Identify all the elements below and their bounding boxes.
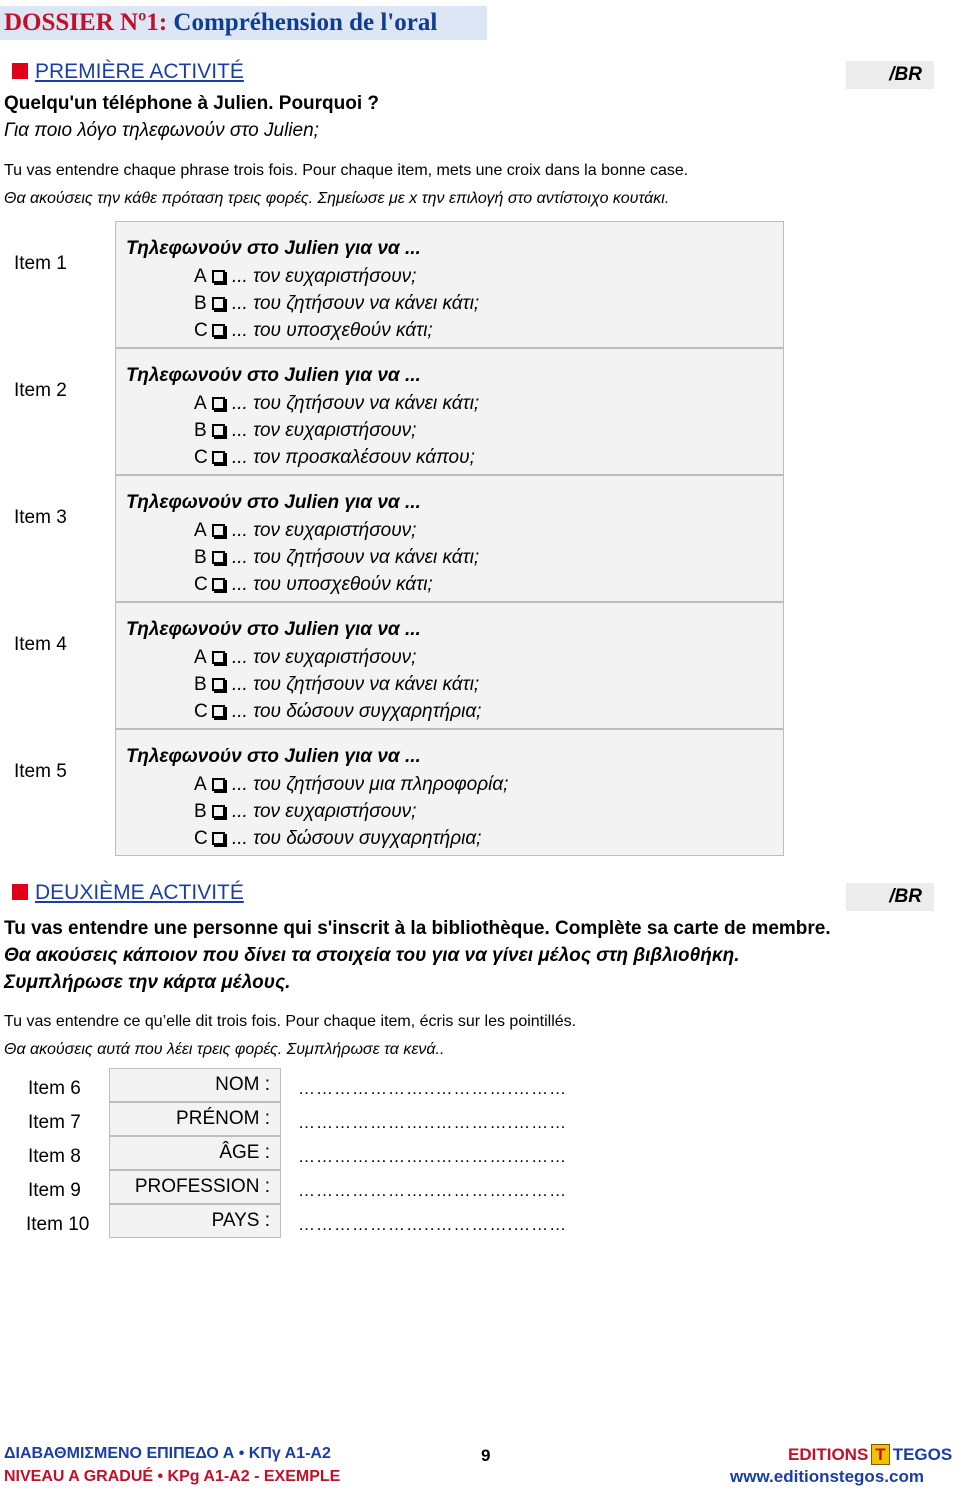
card-item-label: Item 8 — [28, 1146, 81, 1167]
dossier-label: DOSSIER Nº1: — [4, 9, 168, 36]
fill-in-blank[interactable]: …………………..………….……… — [298, 1215, 568, 1234]
answer-option[interactable] — [194, 828, 481, 850]
item-label: Item 2 — [14, 380, 67, 401]
option-text: ... τον ευχαριστήσουν; — [232, 266, 417, 287]
item-label: Item 4 — [14, 634, 67, 655]
fill-in-blank[interactable]: …………………..………….……… — [298, 1147, 568, 1166]
answer-option[interactable] — [194, 320, 433, 342]
answer-option[interactable] — [194, 520, 416, 542]
item-question-box — [115, 348, 784, 475]
card-item-label: Item 7 — [28, 1112, 81, 1133]
item-prompt: Τηλεφωνούν στο Julien για να ... — [126, 238, 421, 259]
option-letter: A — [194, 266, 207, 287]
activity1-title: PREMIÈRE ACTIVITÉ — [35, 60, 244, 83]
answer-option[interactable] — [194, 574, 433, 596]
answer-option[interactable] — [194, 547, 479, 569]
activity1-score: /BR — [846, 61, 934, 89]
answer-option[interactable] — [194, 420, 416, 442]
option-text: ... του ζητήσουν μια πληροφορία; — [232, 774, 509, 795]
publisher-brand — [788, 1444, 952, 1465]
option-text: ... του ζητήσουν να κάνει κάτι; — [232, 393, 480, 414]
option-letter: A — [194, 520, 207, 541]
card-item-label: Item 9 — [28, 1180, 81, 1201]
activity1-instruction-gr: Θα ακούσεις την κάθε πρόταση τρεις φορές. Σημείωσε με x την επιλογή στο αντίστοιχο κουτάκι. — [4, 190, 670, 207]
option-text: ... τον ευχαριστήσουν; — [232, 520, 417, 541]
item-prompt: Τηλεφωνούν στο Julien για να ... — [126, 492, 421, 513]
activity1-question-gr: Για ποιο λόγο τηλεφωνούν στο Julien; — [4, 120, 319, 141]
option-text: ... τον ευχαριστήσουν; — [232, 420, 417, 441]
checkbox-icon[interactable] — [212, 578, 225, 591]
item-question-box — [115, 729, 784, 856]
answer-option[interactable] — [194, 801, 416, 823]
option-letter: B — [194, 674, 207, 695]
card-field-label: ÂGE : — [109, 1136, 281, 1170]
option-letter: B — [194, 801, 207, 822]
activity2-instruction-fr: Tu vas entendre ce qu’elle dit trois fois. Pour chaque item, écris sur les pointillés. — [4, 1013, 577, 1030]
activity2-line-gr2: Συμπλήρωσε την κάρτα μέλους. — [4, 972, 291, 993]
activity2-line-fr: Tu vas entendre une personne qui s'inscrit à la bibliothèque. Complète sa carte de membre. — [4, 918, 831, 939]
answer-option[interactable] — [194, 647, 416, 669]
option-letter: C — [194, 828, 208, 849]
checkbox-icon[interactable] — [212, 270, 225, 283]
checkbox-icon[interactable] — [212, 651, 225, 664]
option-text: ... του ζητήσουν να κάνει κάτι; — [232, 293, 480, 314]
dossier-subtitle: Compréhension de l'oral — [173, 9, 438, 36]
option-letter: A — [194, 647, 207, 668]
checkbox-icon[interactable] — [212, 297, 225, 310]
answer-option[interactable] — [194, 701, 481, 723]
option-text: ... του υποσχεθούν κάτι; — [232, 574, 433, 595]
checkbox-icon[interactable] — [212, 451, 225, 464]
option-text: ... του ζητήσουν να κάνει κάτι; — [232, 547, 480, 568]
answer-option[interactable] — [194, 774, 508, 796]
checkbox-icon[interactable] — [212, 705, 225, 718]
answer-option[interactable] — [194, 447, 475, 469]
option-text: ... τον προσκαλέσουν κάπου; — [232, 447, 475, 468]
activity2-title: DEUXIÈME ACTIVITÉ — [35, 881, 244, 904]
checkbox-icon[interactable] — [212, 832, 225, 845]
red-square-bullet-icon — [12, 884, 28, 900]
item-question-box — [115, 602, 784, 729]
option-letter: B — [194, 420, 207, 441]
card-item-label: Item 10 — [26, 1214, 90, 1235]
fill-in-blank[interactable]: …………………..………….……… — [298, 1181, 568, 1200]
card-field-label: PAYS : — [109, 1204, 281, 1238]
checkbox-icon[interactable] — [212, 397, 225, 410]
answer-option[interactable] — [194, 674, 479, 696]
red-square-bullet-icon — [12, 63, 28, 79]
checkbox-icon[interactable] — [212, 551, 225, 564]
option-text: ... του ζητήσουν να κάνει κάτι; — [232, 674, 480, 695]
option-text: ... τον ευχαριστήσουν; — [232, 647, 417, 668]
activity1-question-fr: Quelqu'un téléphone à Julien. Pourquoi ? — [4, 93, 380, 114]
footer-level-gr: ΔΙΑΒΑΘΜΙΣΜΕΝΟ ΕΠΙΠΕΔΟ Α • ΚΠγ Α1-Α2 — [4, 1445, 331, 1462]
publisher-tegos: TEGOS — [892, 1445, 953, 1464]
activity1-instruction-fr: Tu vas entendre chaque phrase trois fois. Pour chaque item, mets une croix dans la bonne case. — [4, 162, 689, 179]
card-field-label: NOM : — [109, 1068, 281, 1102]
option-letter: A — [194, 393, 207, 414]
item-label: Item 1 — [14, 253, 67, 274]
tegos-logo-icon: T — [871, 1444, 889, 1465]
item-label: Item 5 — [14, 761, 67, 782]
option-text: ... του δώσουν συγχαρητήρια; — [232, 701, 482, 722]
option-letter: C — [194, 701, 208, 722]
checkbox-icon[interactable] — [212, 324, 225, 337]
publisher-website[interactable]: www.editionstegos.com — [730, 1467, 924, 1486]
footer-level-fr: NIVEAU A GRADUÉ • KPg A1-A2 - EXEMPLE — [4, 1468, 341, 1485]
answer-option[interactable] — [194, 266, 416, 288]
dossier-title — [0, 6, 487, 40]
checkbox-icon[interactable] — [212, 424, 225, 437]
answer-option[interactable] — [194, 293, 479, 315]
option-letter: C — [194, 447, 208, 468]
checkbox-icon[interactable] — [212, 524, 225, 537]
option-text: ... του δώσουν συγχαρητήρια; — [232, 828, 482, 849]
option-text: ... του υποσχεθούν κάτι; — [232, 320, 433, 341]
item-question-box — [115, 475, 784, 602]
item-prompt: Τηλεφωνούν στο Julien για να ... — [126, 365, 421, 386]
item-question-box — [115, 221, 784, 348]
option-letter: C — [194, 574, 208, 595]
card-field-label: PROFESSION : — [109, 1170, 281, 1204]
card-field-label: PRÉNOM : — [109, 1102, 281, 1136]
activity2-score: /BR — [846, 883, 934, 911]
option-letter: A — [194, 774, 207, 795]
fill-in-blank[interactable]: …………………..………….……… — [298, 1079, 568, 1098]
publisher-editions: EDITIONS — [788, 1445, 869, 1464]
option-letter: B — [194, 293, 207, 314]
page-number: 9 — [481, 1446, 491, 1465]
item-label: Item 3 — [14, 507, 67, 528]
activity2-instruction-gr: Θα ακούσεις αυτά που λέει τρεις φορές. Συμπλήρωσε τα κενά.. — [4, 1041, 445, 1058]
card-item-label: Item 6 — [28, 1078, 81, 1099]
activity2-line-gr: Θα ακούσεις κάποιον που δίνει τα στοιχεία του για να γίνει μέλος στη βιβλιοθήκη. — [4, 945, 740, 966]
option-letter: C — [194, 320, 208, 341]
option-letter: B — [194, 547, 207, 568]
option-text: ... τον ευχαριστήσουν; — [232, 801, 417, 822]
item-prompt: Τηλεφωνούν στο Julien για να ... — [126, 619, 421, 640]
answer-option[interactable] — [194, 393, 479, 415]
fill-in-blank[interactable]: …………………..………….……… — [298, 1113, 568, 1132]
item-prompt: Τηλεφωνούν στο Julien για να ... — [126, 746, 421, 767]
checkbox-icon[interactable] — [212, 678, 225, 691]
checkbox-icon[interactable] — [212, 805, 225, 818]
checkbox-icon[interactable] — [212, 778, 225, 791]
